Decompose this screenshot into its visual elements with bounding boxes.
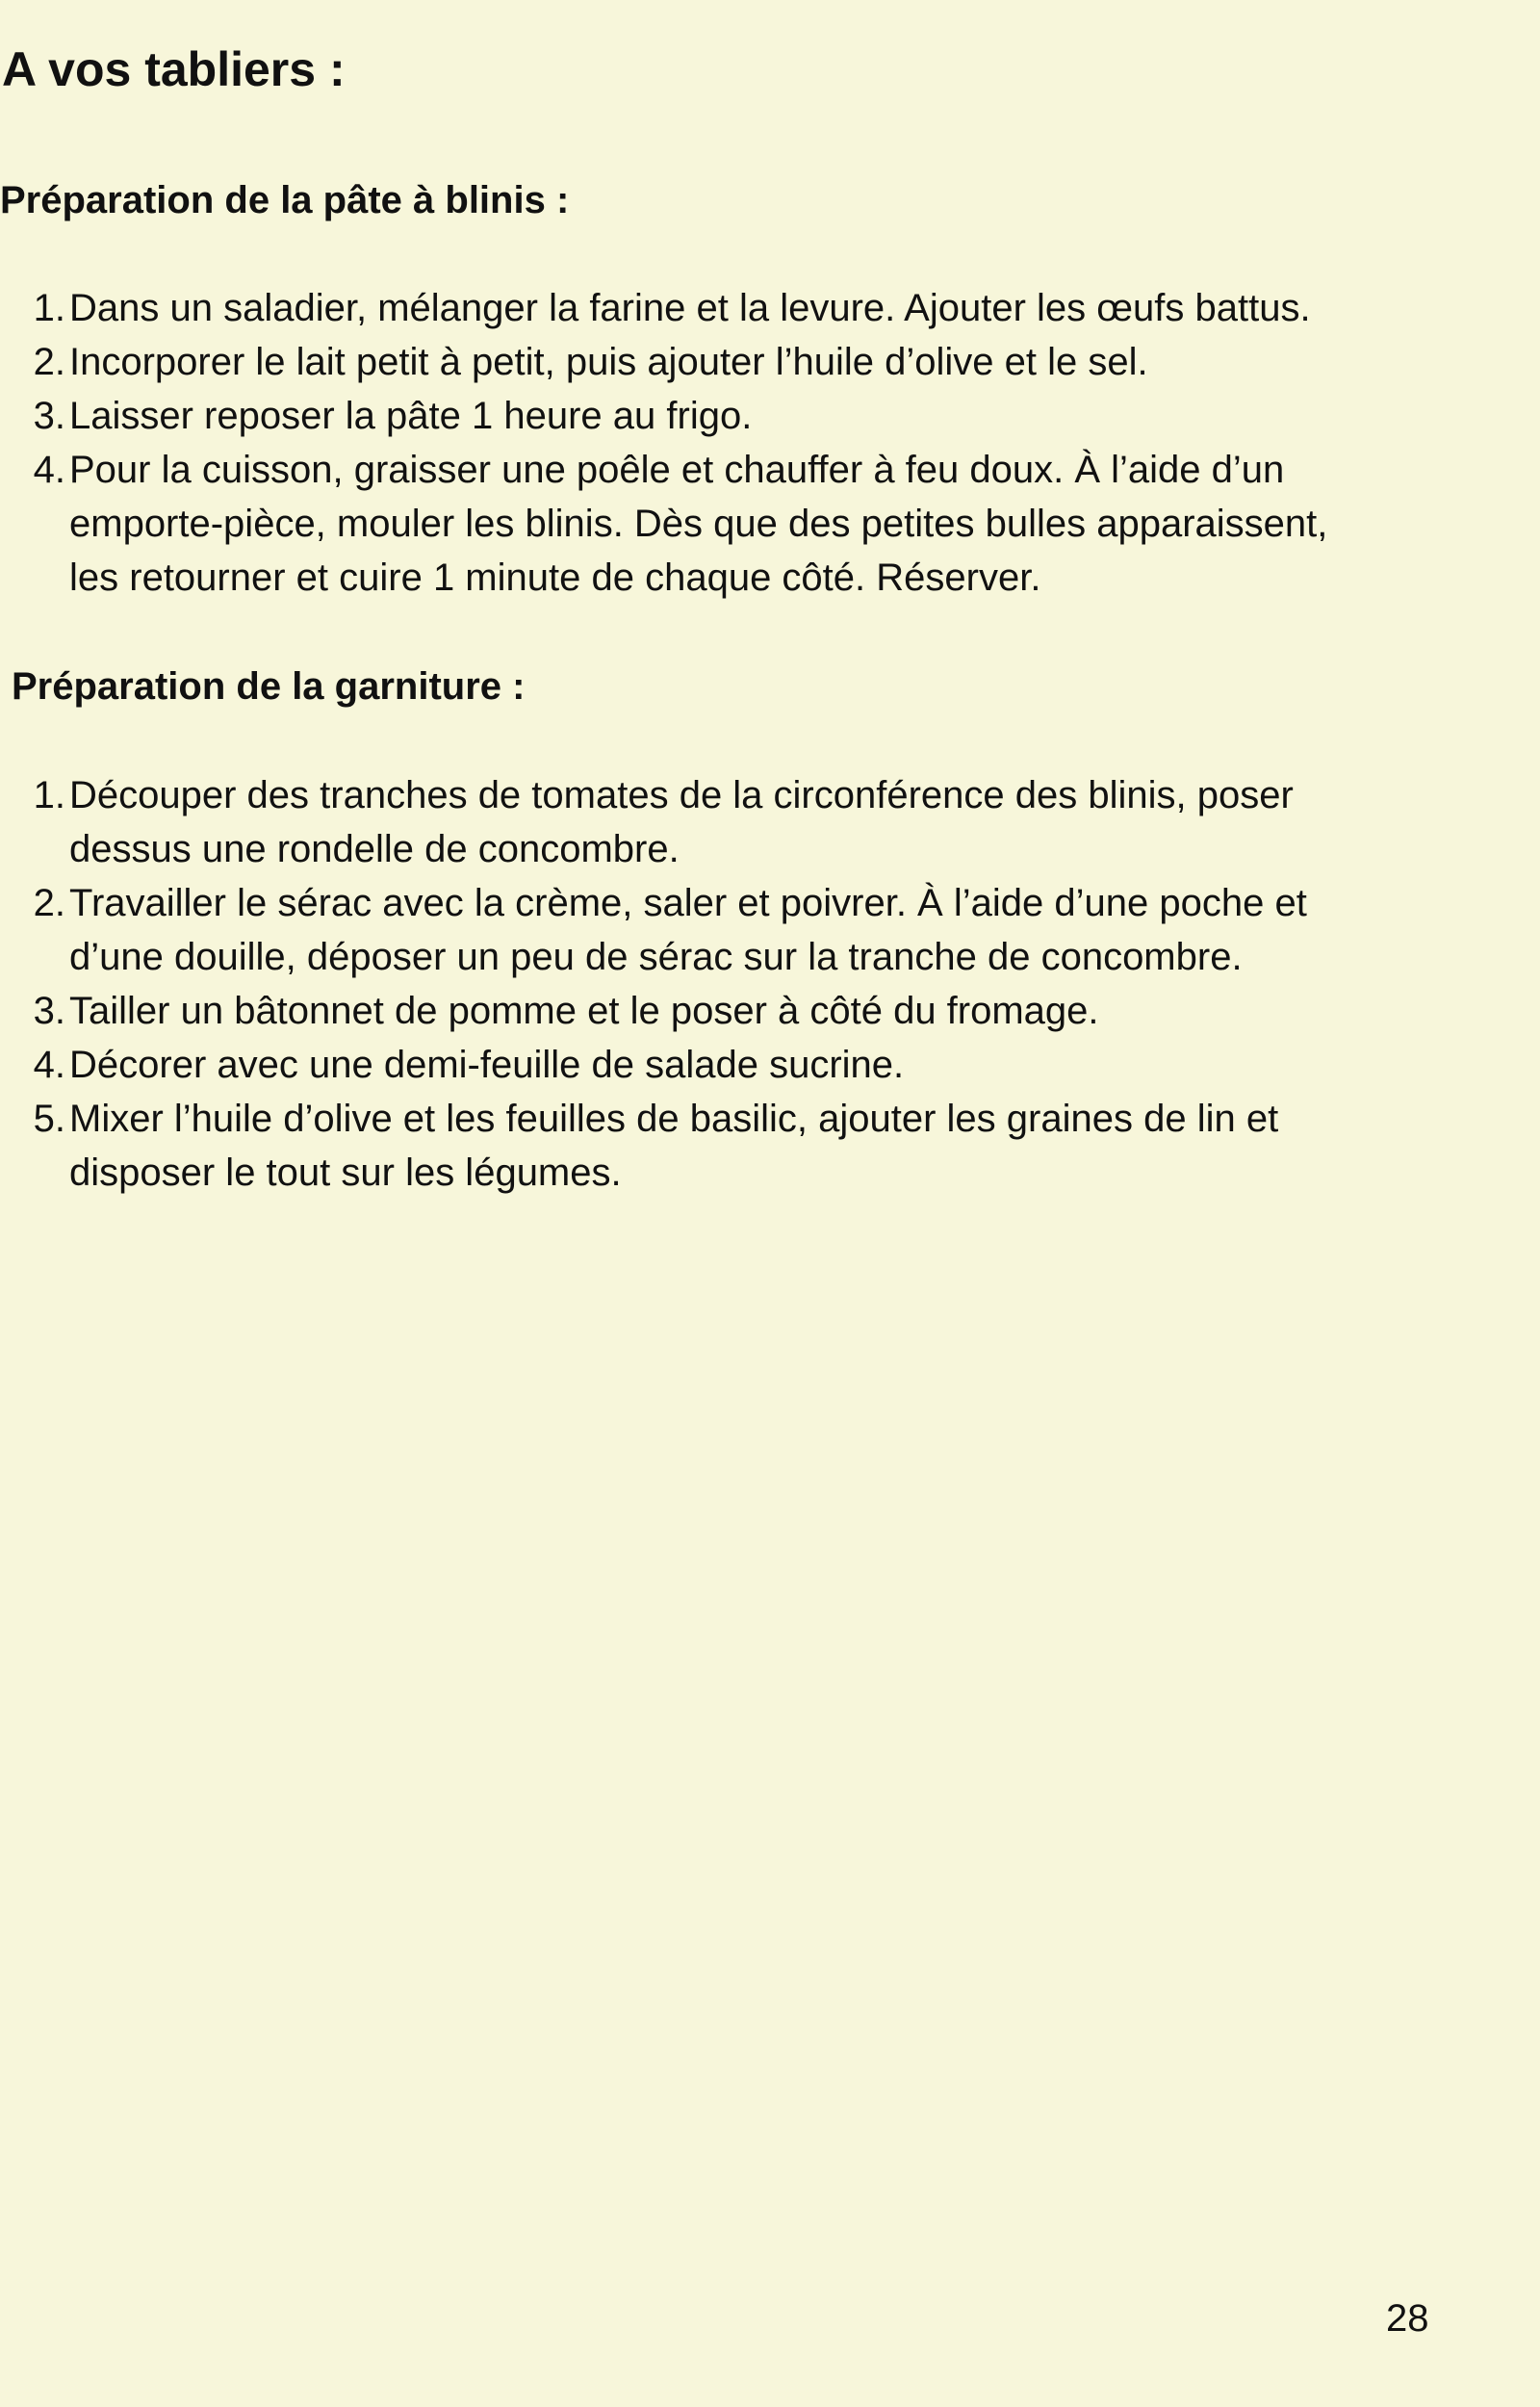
section-heading-pate: Préparation de la pâte à blinis : [0,179,570,221]
step-text: Incorporer le lait petit à petit, puis ajouter l’huile d’olive et le sel. [69,341,1148,383]
page-title: A vos tabliers : [2,42,346,96]
step-number: 5. [33,1098,65,1140]
step-number: 1. [33,287,65,329]
step-list-garniture [0,768,1540,1200]
step-list-pate [0,281,1540,605]
list-item [0,335,1540,389]
list-item [0,443,1540,605]
list-item [0,389,1540,443]
step-number: 4. [33,449,65,491]
step-text: Tailler un bâtonnet de pomme et le poser à côté du fromage. [69,990,1099,1032]
list-item [0,984,1540,1038]
step-text: Laisser reposer la pâte 1 heure au frigo. [69,395,753,437]
step-number: 3. [33,395,65,437]
list-item [0,281,1540,335]
step-number: 4. [33,1044,65,1086]
step-text: Pour la cuisson, graisser une poêle et chauffer à feu doux. À l’aide d’un emporte-pièce, mouler les blinis. Dès que des petites bulles apparaissent, les retourner et cuire 1 minute de chaque côté. Réserver. [69,449,1328,599]
step-text: Travailler le sérac avec la crème, saler et poivrer. À l’aide d’une poche et d’une douille, déposer un peu de sérac sur la tranche de concombre. [69,882,1307,978]
step-text: Dans un saladier, mélanger la farine et la levure. Ajouter les œufs battus. [69,287,1311,329]
step-number: 2. [33,341,65,383]
list-item [0,1038,1540,1092]
step-text: Découper des tranches de tomates de la circonférence des blinis, poser dessus une rondelle de concombre. [69,774,1294,870]
list-item [0,1092,1540,1200]
step-text: Mixer l’huile d’olive et les feuilles de basilic, ajouter les graines de lin et disposer le tout sur les légumes. [69,1098,1279,1194]
list-item [0,768,1540,876]
step-number: 2. [33,882,65,924]
step-text: Décorer avec une demi-feuille de salade sucrine. [69,1044,905,1086]
list-item [0,876,1540,984]
step-number: 3. [33,990,65,1032]
step-number: 1. [33,774,65,816]
page-number: 28 [1386,2297,1429,2340]
section-heading-garniture: Préparation de la garniture : [12,665,526,708]
